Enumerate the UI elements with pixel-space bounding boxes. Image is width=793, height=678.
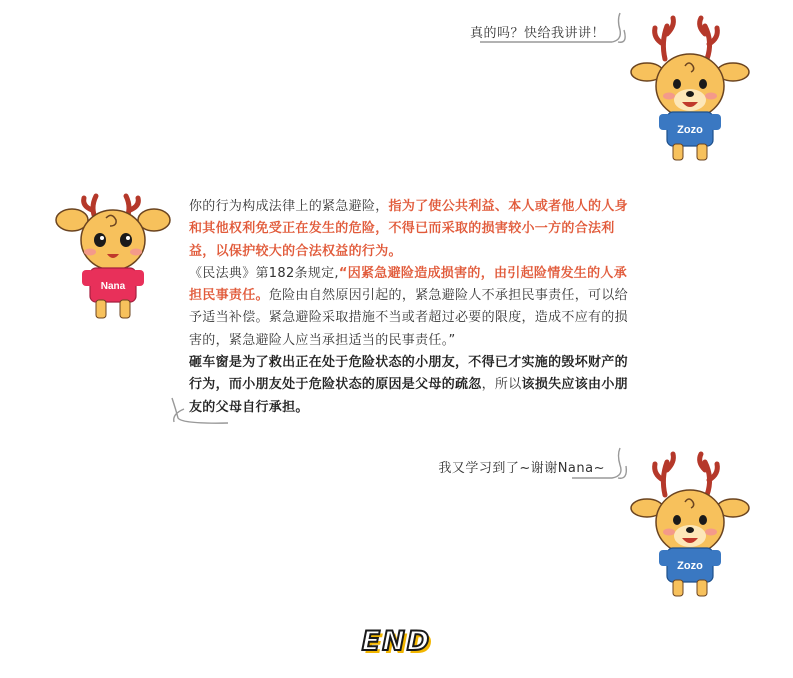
conclusion-connector: ，所以: [481, 377, 522, 393]
conclusion-part2: 该损失应该由小朋友的父母自行承担。: [189, 377, 628, 415]
civil-code-quote-bold: “因紧急避险造成损害的，由引起险情发生的人承担民事责任。: [189, 265, 628, 304]
civil-code-intro: 《民法典》第182条规定,: [189, 265, 339, 281]
zozo-character-top: [635, 14, 745, 169]
bubble-nana-explanation: [189, 196, 637, 419]
bubble-zozo-thanks: [438, 457, 605, 476]
explanation-definition: 指为了使公共利益、本人或者他人的人身和其他权利免受正在发生的危险，不得已而采取的损害较小一方的合法利益，以保护较大的合法权益的行为。: [189, 199, 628, 259]
civil-code-quote-rest: 危险由自然原因引起的，紧急避险人不承担民事责任，可以给予适当补偿。紧急避险采取措施不当或者超过必要的限度，造成不应有的损害的，紧急避险人应当承担适当的民事责任。”: [189, 288, 628, 348]
svg-text:Nana: Nana: [100, 281, 126, 292]
explanation-intro: 你的行为构成法律上的紧急避险，: [189, 199, 389, 214]
antler-icon: [655, 454, 718, 495]
bubble-zozo-thanks-text: 我又学习到了~谢谢Nana~: [438, 461, 605, 476]
zozo-character-bottom: [635, 450, 745, 605]
bubble-zozo-question-text: 真的吗？快给我讲讲！: [469, 26, 605, 41]
conclusion-part1: 砸车窗是为了救出正在处于危险状态的小朋友，不得已才实施的毁坏财产的行为，而小朋友处于危险状态的原因是父母的疏忽: [189, 355, 628, 393]
antler-icon: [655, 18, 718, 59]
svg-text:Zozo: Zozo: [677, 124, 703, 136]
bubble-zozo-question: [470, 22, 605, 41]
end-label: END: [361, 626, 432, 657]
nana-character: [58, 192, 168, 332]
svg-text:Zozo: Zozo: [677, 560, 703, 572]
